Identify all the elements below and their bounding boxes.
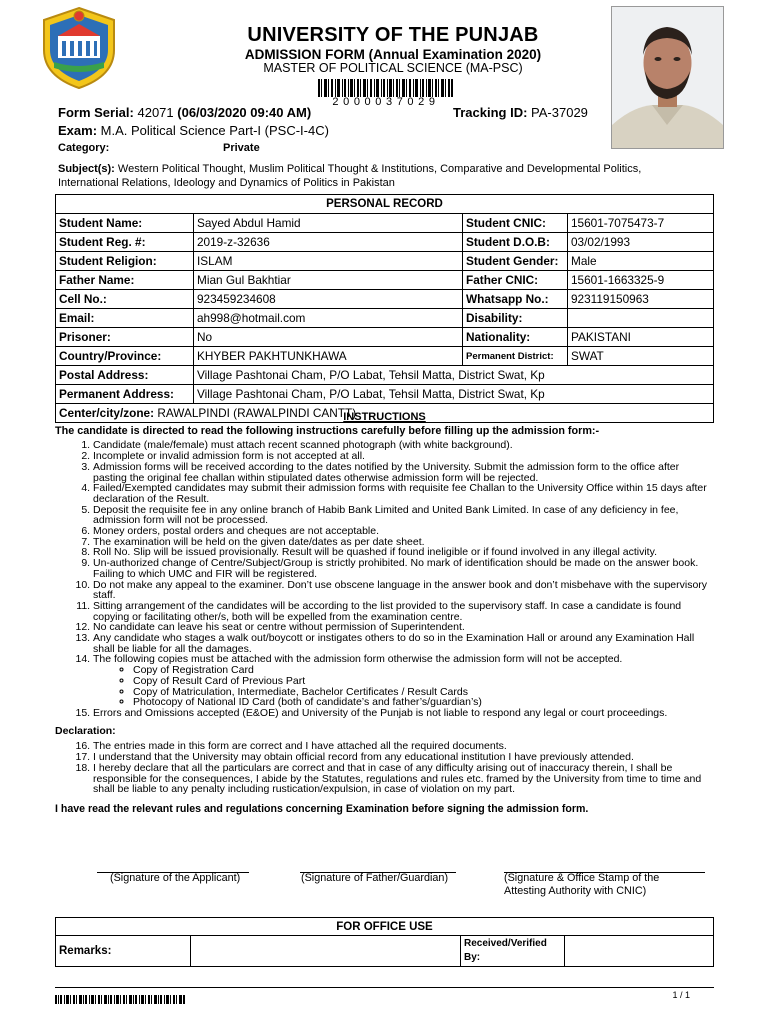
tracking-value: PA-37029 [531,105,588,120]
instruction-item [93,558,714,579]
authority-signature-line-2: Attesting Authority with CNIC) [504,885,647,897]
exam [58,123,329,138]
father-cnic-label: Father CNIC: [463,271,568,290]
instructions-list [55,440,714,718]
country-value: KHYBER PAKHTUNKHAWA [194,347,463,366]
student-cnic: 15601-7075473-7 [568,214,714,233]
declaration-statement: I have read the relevant rules and regulations concerning Examination before signing the admission form. [55,802,589,815]
barcode [318,79,453,97]
declaration-list [55,741,714,795]
center-value: RAWALPINDI (RAWALPINDI CANTT) [157,406,357,420]
subjects-label: Subject(s): [58,163,115,175]
declaration-heading: Declaration: [55,724,116,737]
guardian-signature-label: (Signature of Father/Guardian) [301,872,449,884]
student-cnic-label: Student CNIC: [463,214,568,233]
nationality-value: PAKISTANI [568,328,714,347]
postal-value: Village Pashtonai Cham, P/O Labat, Tehsil Matta, District Swat, Kp [194,366,714,385]
table-row [56,366,714,385]
declaration-item: 18. I hereby declare that all the particulars are correct and that in case of any difficulty arising out of inaccuracy therein, I shall be responsible for the consequences, I abide by the Statutes, regulations and rules etc. framed by the University from time to time and shall be liable to any penalty including rustication/expulsion, in case of violation on my part. [93,763,714,795]
footer-rule [55,987,714,988]
instruction-text: Admission forms will be received according to the dates notified by the University. Submit the admission form to the office after pasting the original fee challan within stipulated dates otherwise admission form will be rejected. [93,460,680,484]
instruction-item [93,462,714,483]
office-use-table [55,917,714,967]
form-title: ADMISSION FORM (Annual Examination 2020) [244,47,542,62]
footer-barcode [55,991,185,1000]
instruction-text: Deposit the requisite fee in any online branch of Habib Bank Limited and United Bank Limited. In case of any deficiency in fee, admission form will not be processed. [93,503,679,527]
gender-label: Student Gender: [463,252,568,271]
email-label: Email: [56,309,194,328]
instruction-text: Errors and Omissions accepted (E&OE) and University of the Punjab is not liable to respond any legal or court proceedings. [93,706,668,719]
religion-label: Student Religion: [56,252,194,271]
instructions-heading: INSTRUCTIONS [343,411,426,423]
university-title: UNIVERSITY OF THE PUNJAB [247,24,539,46]
nationality-label: Nationality: [463,328,568,347]
remarks-label: Remarks: [56,936,191,967]
cell-value: 923459234608 [194,290,463,309]
instruction-text: Candidate (male/female) must attach recent scanned photograph (with white background). [93,439,513,452]
reg-label: Student Reg. #: [56,233,194,252]
declaration-item: 16. The entries made in this form are correct and I have attached all the required documents. [93,741,714,752]
instruction-item [93,601,714,622]
required-copy-item: ◦ Copy of Registration Card [133,665,714,676]
required-copy-item: ◦ Copy of Matriculation, Intermediate, Bachelor Certificates / Result Cards [133,687,714,698]
cell-label: Cell No.: [56,290,194,309]
permanent-value: Village Pashtonai Cham, P/O Labat, Tehsil Matta, District Swat, Kp [194,385,714,404]
remarks-field [191,936,461,967]
instruction-text: The following copies must be attached with the admission form otherwise the admission form will not be accepted. [93,653,623,666]
authority-signature-line-1: (Signature & Office Stamp of the [504,872,660,884]
prisoner-value: No [194,328,463,347]
form-serial-value: 42071 [137,105,174,120]
subjects-value-2: International Relations, Ideology and Dynamics of Politics in Pakistan [58,177,395,189]
instructions-intro: The candidate is directed to read the following instructions carefully before filling up the admission form:- [55,424,600,437]
instruction-text: Any candidate who stages a walk out/boycott or instigates others to do so in the Examination Hall or around any Examination Hall shall be liable for all the damages. [93,632,695,655]
instruction-text: Roll No. Slip will be issued provisionally. Result will be quashed if found ineligible or if found involved in any illegal activity. [93,546,657,559]
center-label: Center/city/zone: [59,406,155,420]
whatsapp-value: 923119150963 [568,290,714,309]
subjects [58,162,718,190]
permanent-label: Permanent Address: [56,385,194,404]
tracking-id [453,105,588,120]
instruction-item [93,654,714,708]
perm-district-label: Permanent District: [463,347,568,366]
personal-record-heading: PERSONAL RECORD [56,195,714,214]
subjects-value-1: Western Political Thought, Muslim Political Thought & Institutions, Comparative and Developmental Politics, [117,163,642,175]
instruction-item [93,580,714,601]
instruction-text: Money orders, postal orders and cheques are not acceptable. [93,525,380,538]
student-name-label: Student Name: [56,214,194,233]
form-serial-date: (06/03/2020 09:40 AM) [177,105,312,120]
barcode-number: 2000037029 [332,96,440,108]
instruction-text: Do not make any appeal to the examiner. Don’t use obscene language in the answer book and don’t misbehave with the supervisory staff. [93,578,708,602]
received-label [461,936,565,967]
authority-signature-label [504,872,659,898]
received-label-2: By: [464,952,481,963]
applicant-signature-label: (Signature of the Applicant) [110,872,241,884]
table-row [56,290,714,309]
university-logo [40,6,118,90]
instruction-text: Failed/Exempted candidates may submit their admission forms with requisite fee Challan to the University Office within 15 days after declaration of the Result. [93,482,707,505]
reg-value: 2019-z-32636 [194,233,463,252]
program-title: MASTER OF POLITICAL SCIENCE (MA-PSC) [263,61,523,75]
instructions-section [55,412,714,815]
gender-value: Male [568,252,714,271]
instruction-text: The examination will be held on the given date/dates as per date sheet. [93,535,425,548]
received-field [565,936,714,967]
form-serial-label: Form Serial: [58,105,134,120]
instruction-item [93,633,714,654]
table-row [56,214,714,233]
table-row [56,233,714,252]
dob-value: 03/02/1993 [568,233,714,252]
required-copy-item: ◦ Photocopy of National ID Card (both of candidate’s and father’s/guardian’s) [133,697,714,708]
postal-label: Postal Address: [56,366,194,385]
religion-value: ISLAM [194,252,463,271]
instruction-text: No candidate can leave his seat or centre without permission of Superintendent. [93,621,465,634]
instruction-text: Incomplete or invalid admission form is not accepted at all. [93,450,365,463]
category-value: Private [223,142,260,154]
declaration-item: 17. I understand that the University may obtain official record from any educational institution I have previously attended. [93,752,714,763]
table-row [56,271,714,290]
table-row [56,347,714,366]
received-label-1: Received/Verified [464,938,547,949]
disability-value [568,309,714,328]
dob-label: Student D.O.B: [463,233,568,252]
country-label: Country/Province: [56,347,194,366]
student-name: Sayed Abdul Hamid [194,214,463,233]
exam-label: Exam: [58,123,98,138]
prisoner-label: Prisoner: [56,328,194,347]
father-cnic-value: 15601-1663325-9 [568,271,714,290]
page-number: 1 / 1 [672,990,690,1000]
table-row [56,309,714,328]
required-copies-list [93,665,714,708]
instruction-text: Sitting arrangement of the candidates will be according to the list provided to the supervisory staff. In case a candidate is found copying or facilitating other/s, both will be expelled from the examination centre. [93,599,682,623]
exam-value: M.A. Political Science Part-I (PSC-I-4C) [100,123,329,138]
table-row [56,252,714,271]
instruction-item [93,708,714,719]
email-value: ah998@hotmail.com [194,309,463,328]
instruction-item [93,483,714,504]
office-use-heading: FOR OFFICE USE [56,918,714,936]
instruction-item [93,505,714,526]
perm-district-value: SWAT [568,347,714,366]
student-photo [611,6,724,149]
table-row [56,328,714,347]
father-label: Father Name: [56,271,194,290]
father-value: Mian Gul Bakhtiar [194,271,463,290]
tracking-label: Tracking ID: [453,105,528,120]
category-label: Category: [58,142,110,154]
instruction-text: Un-authorized change of Centre/Subject/Group is strictly prohibited. No mark of identification should be made on the answer book. Failing to which UMC and FIR will be registered. [93,557,699,580]
whatsapp-label: Whatsapp No.: [463,290,568,309]
table-row [56,385,714,404]
form-serial [58,105,311,120]
personal-record-table [55,194,714,423]
disability-label: Disability: [463,309,568,328]
required-copy-item: ◦ Copy of Result Card of Previous Part [133,676,714,687]
